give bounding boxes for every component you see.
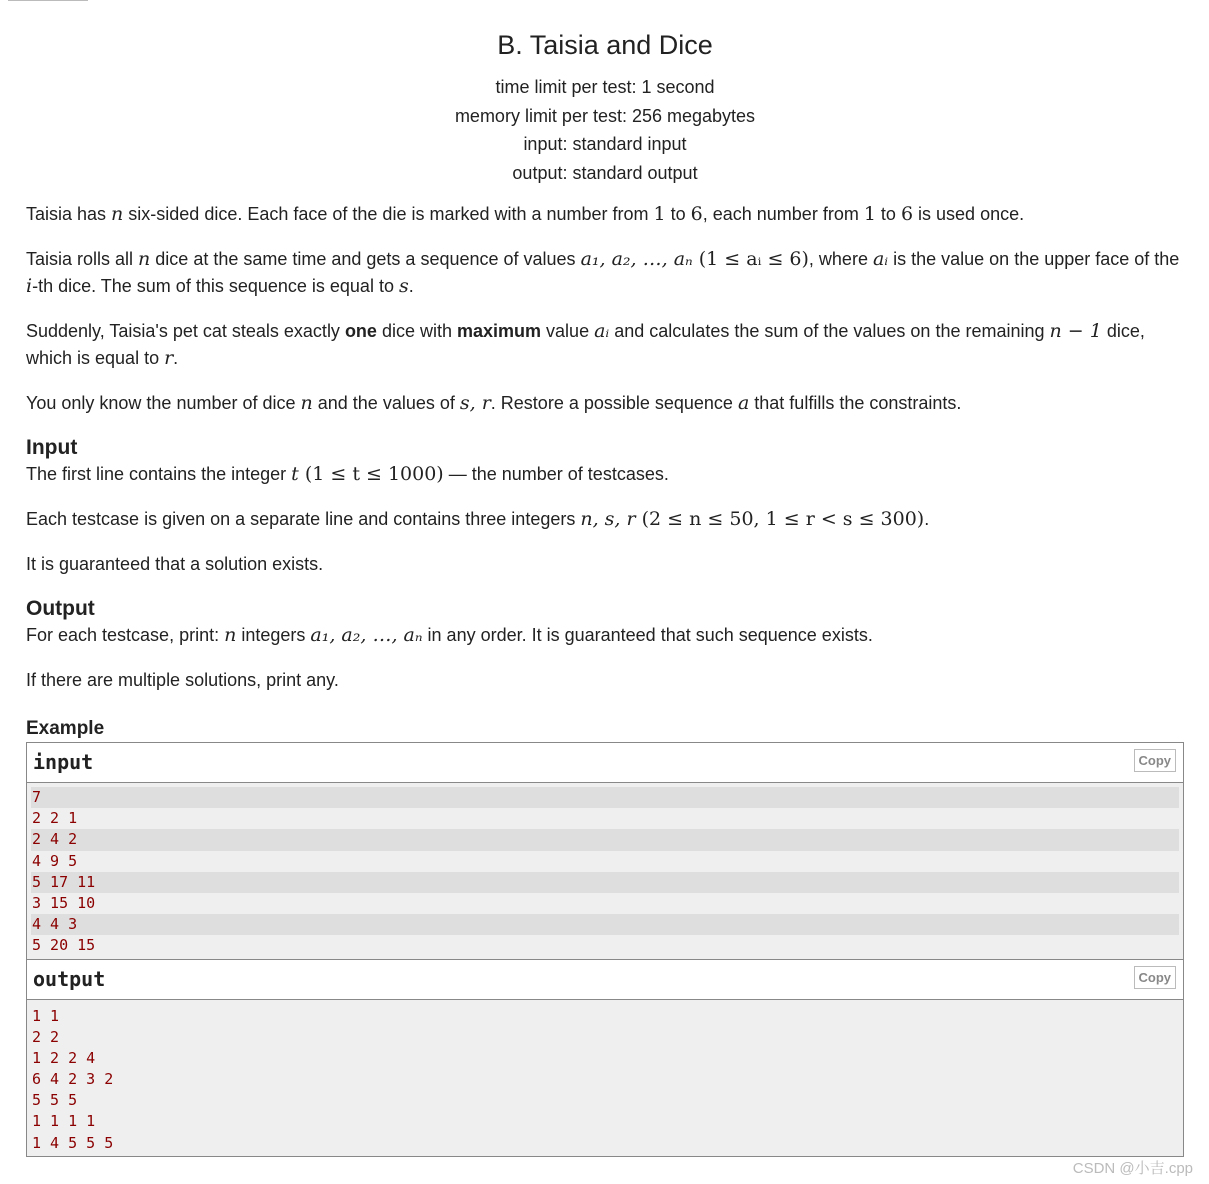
math-expression: a: [737, 392, 750, 414]
sample-test: [26, 742, 1184, 1157]
math-expression: 6: [690, 203, 703, 225]
problem-statement: [26, 30, 1184, 1157]
text: that fulfills the constraints.: [749, 393, 962, 413]
text: The first line contains the integer: [26, 464, 292, 484]
paragraph: [26, 246, 1184, 300]
memory-limit: memory limit per test: 256 megabytes: [454, 105, 756, 126]
text: . Restore a possible sequence: [490, 393, 738, 413]
math-expression: aᵢ: [872, 248, 889, 270]
input-file: input: standard input: [523, 134, 687, 154]
output-line: 1 4 5 5 5: [32, 1133, 114, 1152]
math-expression: t: [291, 463, 299, 485]
math-expression: s, r: [459, 392, 491, 414]
math-expression: r: [164, 347, 174, 369]
paragraph: [26, 667, 1184, 694]
text: is the value on the upper face of the: [888, 249, 1180, 269]
text: and calculates the sum of the values on the remaining: [609, 321, 1050, 341]
text: and the values of: [312, 393, 460, 413]
math-expression: (1 ≤ t ≤ 1000): [298, 463, 444, 485]
text: You only know the number of dice: [26, 393, 301, 413]
legend: [26, 201, 1184, 417]
output-specification: [26, 622, 1184, 694]
text: , each number from: [702, 204, 864, 224]
input-line: 7: [31, 787, 1179, 808]
copy-output-button[interactable]: Copy: [1134, 966, 1177, 989]
bold-text: one: [344, 321, 377, 341]
math-expression: a₁, a₂, …, aₙ: [310, 624, 423, 646]
output-line: 6 4 2 3 2: [32, 1070, 114, 1089]
input-specification: [26, 461, 1184, 578]
text: Taisia rolls all: [26, 249, 139, 269]
limits: [26, 73, 1184, 187]
math-expression: 6: [900, 203, 914, 225]
output-line: 1 1 1 1: [32, 1112, 96, 1131]
input-line: 5 20 15: [32, 936, 96, 955]
text: -th dice. The sum of this sequence is equal to: [32, 276, 399, 296]
watermark: CSDN @小吉.cpp: [1072, 1160, 1193, 1177]
input-line: 5 17 11: [31, 872, 1179, 893]
text: to: [875, 204, 901, 224]
output-line: 2 2: [32, 1027, 60, 1046]
math-expression: n: [111, 203, 124, 225]
text: .: [924, 509, 930, 529]
problem-title: B. Taisia and Dice: [497, 30, 713, 60]
text: integers: [236, 625, 311, 645]
text: dice, which is equal to: [26, 321, 1145, 368]
output-line: 1 1: [32, 1006, 60, 1025]
paragraph: [26, 622, 1184, 649]
math-expression: 1: [653, 203, 666, 225]
copy-input-button[interactable]: Copy: [1134, 749, 1177, 772]
paragraph: [26, 390, 1184, 417]
math-expression: n − 1: [1049, 320, 1102, 342]
input-line: 2 2 1: [32, 809, 78, 828]
input-line: 2 4 2: [31, 829, 1179, 850]
math-expression: aᵢ: [594, 320, 610, 342]
input-line: 4 4 3: [31, 914, 1179, 935]
text: .: [173, 348, 179, 368]
text: .: [408, 276, 414, 296]
input-heading: Input: [26, 436, 78, 459]
text: dice at the same time and gets a sequence of values: [150, 249, 581, 269]
input-line: 3 15 10: [32, 893, 96, 912]
paragraph: [26, 506, 1184, 533]
output-file: output: standard output: [512, 162, 698, 183]
paragraph: [26, 318, 1184, 372]
bold-text: maximum: [457, 321, 542, 341]
output-header: [27, 959, 1183, 1000]
text: For each testcase, print:: [26, 625, 225, 645]
text: in any order. It is guaranteed that such sequence exists.: [422, 625, 873, 645]
output-line: 5 5 5: [32, 1091, 78, 1110]
text: six-sided dice. Each face of the die is marked with a number from: [123, 204, 654, 224]
input-pre[interactable]: [27, 783, 1183, 959]
text: Suddenly, Taisia's pet cat steals exactly: [26, 321, 345, 341]
output-line: 1 2 2 4: [32, 1048, 96, 1067]
math-expression: (2 ≤ n ≤ 50, 1 ≤ r < s ≤ 300): [635, 508, 925, 530]
example-heading: Example: [26, 718, 105, 739]
paragraph: [26, 201, 1184, 228]
math-expression: (1 ≤ aᵢ ≤ 6): [692, 248, 809, 270]
text: — the number of testcases.: [443, 464, 669, 484]
math-expression: n, s, r: [580, 508, 636, 530]
math-expression: n: [224, 624, 237, 646]
input-label: input: [33, 750, 94, 774]
text: value: [541, 321, 595, 341]
top-divider: [8, 0, 88, 1]
time-limit: time limit per test: 1 second: [495, 77, 715, 97]
input-header: [27, 743, 1183, 783]
text: It is guaranteed that a solution exists.: [26, 554, 324, 574]
math-expression: n: [300, 392, 313, 414]
math-expression: i: [26, 275, 33, 297]
output-heading: Output: [26, 597, 95, 620]
text: Each testcase is given on a separate line and contains three integers: [26, 509, 581, 529]
text: dice with: [376, 321, 457, 341]
output-label: output: [33, 966, 106, 991]
text: , where: [808, 249, 873, 269]
output-pre[interactable]: [27, 1000, 1183, 1156]
text: to: [665, 204, 691, 224]
math-expression: a₁, a₂, …, aₙ: [580, 248, 693, 270]
math-expression: 1: [863, 203, 876, 225]
paragraph: [26, 461, 1184, 488]
input-line: 4 9 5: [32, 851, 78, 870]
text: Taisia has: [26, 204, 112, 224]
paragraph: [26, 551, 1184, 578]
text: If there are multiple solutions, print any.: [26, 670, 339, 690]
math-expression: s: [398, 275, 409, 297]
text: is used once.: [913, 204, 1025, 224]
math-expression: n: [138, 248, 151, 270]
